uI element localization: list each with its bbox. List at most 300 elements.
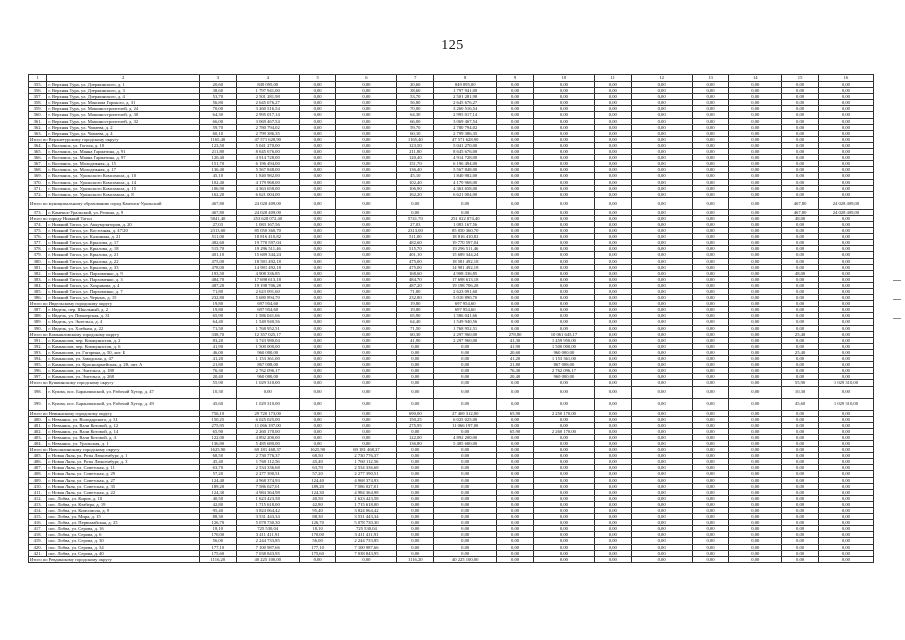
table-cell: 151,70	[397, 161, 434, 167]
table-cell: 0,00	[594, 410, 631, 416]
table-cell: 18 581 492,18	[434, 258, 497, 264]
table-cell: 69 181 468,37	[336, 447, 397, 453]
table-cell: 0,00	[594, 289, 631, 295]
table-cell: 60,10	[200, 130, 237, 136]
address-cell: г. Волчанск, ул. Маяна Гарматина, д. 97	[47, 155, 200, 161]
table-cell: 0,00	[397, 489, 434, 495]
table-cell: 0,00	[631, 501, 692, 507]
table-cell: 511,00	[397, 234, 434, 240]
table-cell: 1 840 982,00	[236, 173, 299, 179]
table-cell: 126,70	[299, 520, 336, 526]
table-cell: 45,40	[200, 459, 237, 465]
table-cell: 1 760 112,56	[236, 459, 299, 465]
table-cell: 56,00	[200, 538, 237, 544]
table-cell: 40,50	[299, 495, 336, 501]
table-cell: 0,00	[631, 289, 692, 295]
row-number: 386.	[29, 295, 47, 301]
table-cell: 0,00	[782, 295, 819, 301]
table-cell: 0,00	[594, 520, 631, 526]
table-cell: 15 689 344,24	[236, 252, 299, 258]
table-cell: 0,00	[299, 556, 336, 562]
table-cell: 0,00	[533, 252, 594, 258]
table-cell: 2 297 960,00	[434, 337, 497, 343]
table-cell: 0,00	[594, 228, 631, 234]
table-cell: 0,00	[729, 155, 782, 161]
table-cell: 0,00	[533, 264, 594, 270]
table-cell: 0,00	[692, 374, 729, 380]
table-cell: 1 797 941,00	[434, 88, 497, 94]
address-cell: г. Камышлов, ул. Гагарина, д. 50, лит. Б	[47, 349, 200, 355]
table-cell: 0,00	[533, 234, 594, 240]
data-table-container	[28, 74, 874, 563]
row-number: 421.	[29, 550, 47, 556]
table-cell: 0,00	[299, 252, 336, 258]
table-cell: 14 981 492,18	[236, 264, 299, 270]
margin-marks	[893, 280, 905, 337]
row-number: 407.	[29, 465, 47, 471]
table-cell: 0,00	[397, 544, 434, 550]
table-cell: 960 000,00	[236, 374, 299, 380]
table-cell: 0,00	[729, 434, 782, 440]
table-cell: 0,00	[594, 234, 631, 240]
table-cell: 232,80	[397, 295, 434, 301]
address-cell: пос. Лобва, ул. Серова, д. 16	[47, 526, 200, 532]
table-cell: 88,30	[299, 514, 336, 520]
table-cell: 0,00	[631, 112, 692, 118]
table-cell: 151,70	[200, 161, 237, 167]
row-number: 396.	[29, 368, 47, 374]
table-cell: 0,00	[818, 88, 873, 94]
table-cell: 0,00	[397, 483, 434, 489]
address-cell: г. Новая Ляля, ул. Советская, д. 11	[47, 465, 200, 471]
table-cell: 0,00	[818, 465, 873, 471]
table-cell: 0,00	[782, 185, 819, 191]
table-cell: 0,00	[729, 556, 782, 562]
table-cell: 4 892 200,00	[434, 434, 497, 440]
table-cell: 0,00	[533, 124, 594, 130]
table-cell: 0,00	[434, 526, 497, 532]
table-cell: 0,00	[729, 477, 782, 483]
table-cell: 0,00	[692, 155, 729, 161]
table-cell: 1 083 167,56	[434, 221, 497, 227]
table-cell: 0,00	[497, 416, 534, 422]
table-cell: 0,00	[692, 398, 729, 410]
table-cell: 124,40	[200, 477, 237, 483]
table-cell: 0,00	[594, 142, 631, 148]
table-cell: 3 531 443,34	[336, 514, 397, 520]
table-cell: 6 025 025,00	[236, 416, 299, 422]
table-cell: 0,00	[336, 282, 397, 288]
table-cell: 0,00	[397, 453, 434, 459]
table-cell: 57,20	[200, 471, 237, 477]
table-cell: 66,00	[200, 118, 237, 124]
column-header: 9	[497, 75, 534, 82]
table-cell: 0,00	[631, 167, 692, 173]
table-cell: 0,00	[336, 112, 397, 118]
table-cell: 1116,20	[200, 556, 237, 562]
subtotal-label: Итого по муниципальному образованию город Каменск-Уральский	[29, 197, 200, 209]
table-cell: 95,40	[200, 508, 237, 514]
table-cell: 0,00	[818, 501, 873, 507]
table-cell: 0,00	[497, 136, 534, 142]
table-cell: 0,00	[631, 465, 692, 471]
row-number: 403.	[29, 434, 47, 440]
table-body	[29, 82, 874, 563]
table-cell: 168,60	[397, 270, 434, 276]
table-cell: 0,00	[533, 520, 594, 526]
table-cell: 0,00	[533, 301, 594, 307]
table-cell: 0,00	[533, 246, 594, 252]
table-cell: 65,90	[397, 313, 434, 319]
table-cell: 0,00	[497, 240, 534, 246]
table-cell: 0,00	[533, 495, 594, 501]
table-cell: 0,00	[594, 465, 631, 471]
subtotal-label: Итого по городу Нижний Тагил	[29, 215, 200, 221]
table-cell: 0,00	[631, 398, 692, 410]
table-cell: 0,00	[818, 301, 873, 307]
table-cell: 0,00	[729, 100, 782, 106]
address-cell: г. Новая Ляля, ул. Розы Люксембург, д. 1	[47, 453, 200, 459]
address-cell: г. Новая Ляля, ул. Розы Люксембург, д. 3	[47, 459, 200, 465]
table-cell: 0,00	[692, 282, 729, 288]
table-cell: 0,00	[533, 453, 594, 459]
row-number: 390.	[29, 325, 47, 331]
row-number: 384.	[29, 282, 47, 288]
table-cell: 71,80	[200, 289, 237, 295]
table-cell: 515,70	[200, 246, 237, 252]
table-cell: 0,00	[497, 453, 534, 459]
table-cell: 849 095,00	[236, 82, 299, 88]
address-cell: г. Верхняя Тура, ул. Дзержинского, д. 4	[47, 94, 200, 100]
table-cell: 0,00	[594, 313, 631, 319]
table-cell: 0,00	[729, 495, 782, 501]
table-cell: 0,00	[497, 106, 534, 112]
table-cell: 0,00	[692, 343, 729, 349]
table-cell: 0,00	[497, 398, 534, 410]
table-cell: 0,00	[594, 221, 631, 227]
table-cell: 4 892 200,00	[236, 434, 299, 440]
table-cell: 0,00	[336, 185, 397, 191]
table-cell: 0,00	[818, 258, 873, 264]
table-cell: 3 824 064,42	[236, 508, 299, 514]
table-cell: 0,00	[631, 343, 692, 349]
table-cell: 0,00	[782, 112, 819, 118]
column-header: 2	[47, 75, 200, 82]
table-cell: 2 730 776,37	[236, 453, 299, 459]
table-cell: 1 760 112,56	[336, 459, 397, 465]
table-cell: 0,00	[397, 356, 434, 362]
table-cell: 0,00	[497, 252, 534, 258]
address-cell: г. Невьянск, ул. Вали Котовой, д. 14	[47, 428, 200, 434]
table-cell: 0,00	[729, 270, 782, 276]
table-cell: 0,00	[299, 161, 336, 167]
table-cell: 0,00	[594, 258, 631, 264]
table-cell: 162,20	[397, 191, 434, 197]
table-cell: 0,00	[594, 282, 631, 288]
table-cell: 0,00	[497, 130, 534, 136]
table-cell: 0,00	[299, 88, 336, 94]
row-number: 385.	[29, 289, 47, 295]
table-cell: 0,00	[497, 258, 534, 264]
table-cell: 0,00	[729, 228, 782, 234]
table-cell: 0,00	[692, 221, 729, 227]
table-cell: 482,60	[200, 240, 237, 246]
table-cell: 71,50	[397, 325, 434, 331]
column-header: 8	[434, 75, 497, 82]
address-cell: пос. Лобва, ул. Серова, д. 40	[47, 550, 200, 556]
table-cell: 0,00	[692, 124, 729, 130]
table-cell: 18,10	[299, 526, 336, 532]
table-cell: 0,00	[631, 124, 692, 130]
row-number: 364.	[29, 142, 47, 148]
table-cell: 0,00	[397, 343, 434, 349]
table-cell: 0,00	[336, 161, 397, 167]
table-cell: 0,00	[692, 246, 729, 252]
table-cell: 0,00	[631, 197, 692, 209]
address-cell: г. Невьянск, ул. Уральская, д. 1	[47, 440, 200, 446]
table-cell: 0,00	[533, 142, 594, 148]
table-cell: 0,00	[533, 483, 594, 489]
table-cell: 0,00	[692, 179, 729, 185]
table-cell: 0,00	[497, 142, 534, 148]
table-cell: 0,00	[336, 362, 397, 368]
table-cell: 0,00	[497, 118, 534, 124]
table-cell: 0,00	[692, 228, 729, 234]
table-cell: 0,00	[497, 209, 534, 215]
table-cell: 2 277 390,51	[336, 471, 397, 477]
table-cell: 0,00	[533, 508, 594, 514]
table-cell: 0,00	[782, 94, 819, 100]
table-cell: 0,00	[818, 276, 873, 282]
table-cell: 76,30	[200, 368, 237, 374]
table-cell: 25,40	[782, 349, 819, 355]
table-cell: 0,00	[397, 465, 434, 471]
table-cell: 0,00	[533, 106, 594, 112]
table-cell: 170,00	[299, 532, 336, 538]
table-cell: 0,00	[594, 349, 631, 355]
table-cell: 0,00	[434, 356, 497, 362]
table-cell: 0,00	[692, 386, 729, 398]
table-cell: 0,00	[594, 276, 631, 282]
table-cell: 0,00	[299, 228, 336, 234]
row-number: 399.	[29, 398, 47, 410]
table-cell: 0,00	[397, 532, 434, 538]
table-cell: 170,00	[200, 532, 237, 538]
address-cell: г. Ивдель, ул. Пионерская, д. 31	[47, 313, 200, 319]
table-cell: 467,80	[200, 209, 237, 215]
table-cell: 0,00	[631, 252, 692, 258]
table-cell: 0,00	[692, 526, 729, 532]
table-cell: 0,00	[631, 179, 692, 185]
table-cell: 0,00	[497, 215, 534, 221]
table-cell: 0,00	[631, 234, 692, 240]
table-cell: 70,00	[200, 106, 237, 112]
row-number: 381.	[29, 264, 47, 270]
table-cell: 0,00	[299, 307, 336, 313]
table-cell: 42,80	[200, 501, 237, 507]
address-cell: г. Каменск-Уральский, ул. Репина, д. 9	[47, 209, 200, 215]
row-number: 417.	[29, 526, 47, 532]
table-cell: 0,00	[729, 538, 782, 544]
table-cell: 0,00	[594, 453, 631, 459]
table-cell: 0,00	[299, 240, 336, 246]
address-cell: г. Новая Ляля, ул. Советская, д. 27	[47, 477, 200, 483]
row-number: 369.	[29, 173, 47, 179]
table-cell: 0,00	[631, 526, 692, 532]
table-cell: 0,00	[299, 234, 336, 240]
table-cell: 0,00	[497, 173, 534, 179]
table-cell: 56,80	[200, 100, 237, 106]
table-cell: 0,00	[533, 532, 594, 538]
table-cell: 0,00	[533, 185, 594, 191]
table-cell: 0,00	[729, 301, 782, 307]
table-cell: 0,00	[594, 508, 631, 514]
column-header: 7	[397, 75, 434, 82]
table-cell: 3 411 411,91	[236, 532, 299, 538]
table-cell: 0,00	[782, 246, 819, 252]
table-cell: 0,00	[631, 319, 692, 325]
table-cell: 0,00	[729, 416, 782, 422]
table-cell: 0,00	[497, 538, 534, 544]
table-cell: 0,00	[631, 362, 692, 368]
table-cell: 0,00	[497, 185, 534, 191]
table-cell: 251 022 874,40	[434, 215, 497, 221]
table-cell: 0,00	[533, 118, 594, 124]
table-cell: 1 029 310,00	[236, 398, 299, 410]
column-header: 15	[782, 75, 819, 82]
table-cell: 71,50	[200, 325, 237, 331]
table-cell: 0,00	[336, 246, 397, 252]
table-cell: 0,00	[594, 270, 631, 276]
table-cell: 0,00	[729, 282, 782, 288]
table-cell: 0,00	[729, 337, 782, 343]
address-cell: г. Верхняя Тура, ул. Машиностроителей, д. 32	[47, 118, 200, 124]
table-cell: 0,00	[336, 289, 397, 295]
table-cell: 0,00	[299, 191, 336, 197]
table-cell: 0,00	[594, 526, 631, 532]
table-cell: 0,00	[692, 556, 729, 562]
table-cell: 4 908 336,85	[434, 270, 497, 276]
table-cell: 2 277 390,51	[236, 471, 299, 477]
table-cell: 4 914 728,00	[236, 155, 299, 161]
table-cell: 0,00	[336, 270, 397, 276]
table-cell: 0,00	[594, 374, 631, 380]
table-cell: 0,00	[729, 106, 782, 112]
table-cell: 20,40	[497, 374, 534, 380]
table-cell: 3 743 980,04	[236, 337, 299, 343]
table-cell: 0,00	[336, 380, 397, 386]
table-cell: 0,00	[299, 301, 336, 307]
table-cell: 21,80	[497, 362, 534, 368]
table-cell: 0,00	[729, 289, 782, 295]
table-cell: 0,00	[497, 544, 534, 550]
table-cell: 0,00	[299, 422, 336, 428]
address-cell: г. Нижний Тагил, ул. Пархоменко, д. 7	[47, 289, 200, 295]
table-cell: 19 198 706,28	[236, 282, 299, 288]
table-cell: 1 715 618,00	[236, 501, 299, 507]
table-cell: 0,00	[631, 374, 692, 380]
table-cell: 0,00	[631, 118, 692, 124]
table-cell: 0,00	[594, 173, 631, 179]
table-cell: 0,00	[533, 258, 594, 264]
address-cell: г. Волчанск, ул. Маяна Гарматина, д. 91	[47, 149, 200, 155]
table-cell: 0,00	[631, 130, 692, 136]
table-cell: 0,00	[299, 270, 336, 276]
table-cell: 0,00	[397, 520, 434, 526]
table-cell: 47 571 628,90	[434, 136, 497, 142]
table-cell: 46,00	[200, 349, 237, 355]
table-cell: 0,00	[434, 428, 497, 434]
table-cell: 0,00	[631, 307, 692, 313]
address-cell: г. Невьянск, ул. Володарского, д. 31	[47, 416, 200, 422]
row-number: 420.	[29, 544, 47, 550]
table-cell: 0,00	[336, 173, 397, 179]
table-cell: 0,00	[434, 398, 497, 410]
table-cell: 478,00	[200, 264, 237, 270]
table-cell: 4 179 968,00	[434, 179, 497, 185]
row-number: 367.	[29, 161, 47, 167]
table-cell: 0,00	[533, 538, 594, 544]
table-cell: 0,00	[397, 477, 434, 483]
table-cell: 0,00	[336, 319, 397, 325]
table-cell: 0,00	[631, 136, 692, 142]
table-cell: 1 840 982,00	[434, 173, 497, 179]
table-cell: 0,00	[533, 544, 594, 550]
table-cell: 0,00	[631, 325, 692, 331]
table-cell: 0,00	[533, 215, 594, 221]
table-cell: 0,00	[299, 386, 336, 398]
table-cell: 4 984 364,98	[236, 489, 299, 495]
table-cell: 0,00	[336, 106, 397, 112]
table-cell: 467,80	[782, 197, 819, 209]
table-cell: 0,00	[782, 155, 819, 161]
row-number: 387.	[29, 307, 47, 313]
table-cell: 0,00	[692, 447, 729, 453]
table-cell: 960 000,00	[236, 349, 299, 355]
row-number: 382.	[29, 270, 47, 276]
table-cell: 1 029 310,00	[236, 380, 299, 386]
table-cell: 0,00	[336, 197, 397, 209]
table-cell: 55,90	[782, 380, 819, 386]
row-number: 408.	[29, 471, 47, 477]
table-cell: 0,00	[631, 532, 692, 538]
table-cell: 0,00	[818, 337, 873, 343]
table-cell: 0,00	[299, 100, 336, 106]
table-cell: 0,00	[397, 550, 434, 556]
table-cell: 0,00	[818, 483, 873, 489]
table-cell: 0,00	[692, 161, 729, 167]
table-cell: 697 954,60	[434, 307, 497, 313]
table-cell: 124,40	[299, 477, 336, 483]
table-cell: 0,00	[631, 106, 692, 112]
table-cell: 41,20	[200, 356, 237, 362]
table-cell: 3 069 467,54	[434, 118, 497, 124]
table-cell: 0,00	[533, 295, 594, 301]
table-cell: 64,30	[397, 112, 434, 118]
table-cell: 0,00	[533, 228, 594, 234]
row-number: 413.	[29, 501, 47, 507]
row-number: 419.	[29, 538, 47, 544]
table-cell: 0,00	[497, 465, 534, 471]
table-cell: 122,00	[397, 434, 434, 440]
table-cell: 0,00	[497, 459, 534, 465]
row-number: 355.	[29, 82, 47, 88]
table-cell: 0,00	[299, 325, 336, 331]
table-cell: 2 297 960,00	[434, 331, 497, 337]
table-cell: 0,00	[594, 191, 631, 197]
table-cell: 0,00	[692, 362, 729, 368]
table-cell: 0,00	[692, 428, 729, 434]
